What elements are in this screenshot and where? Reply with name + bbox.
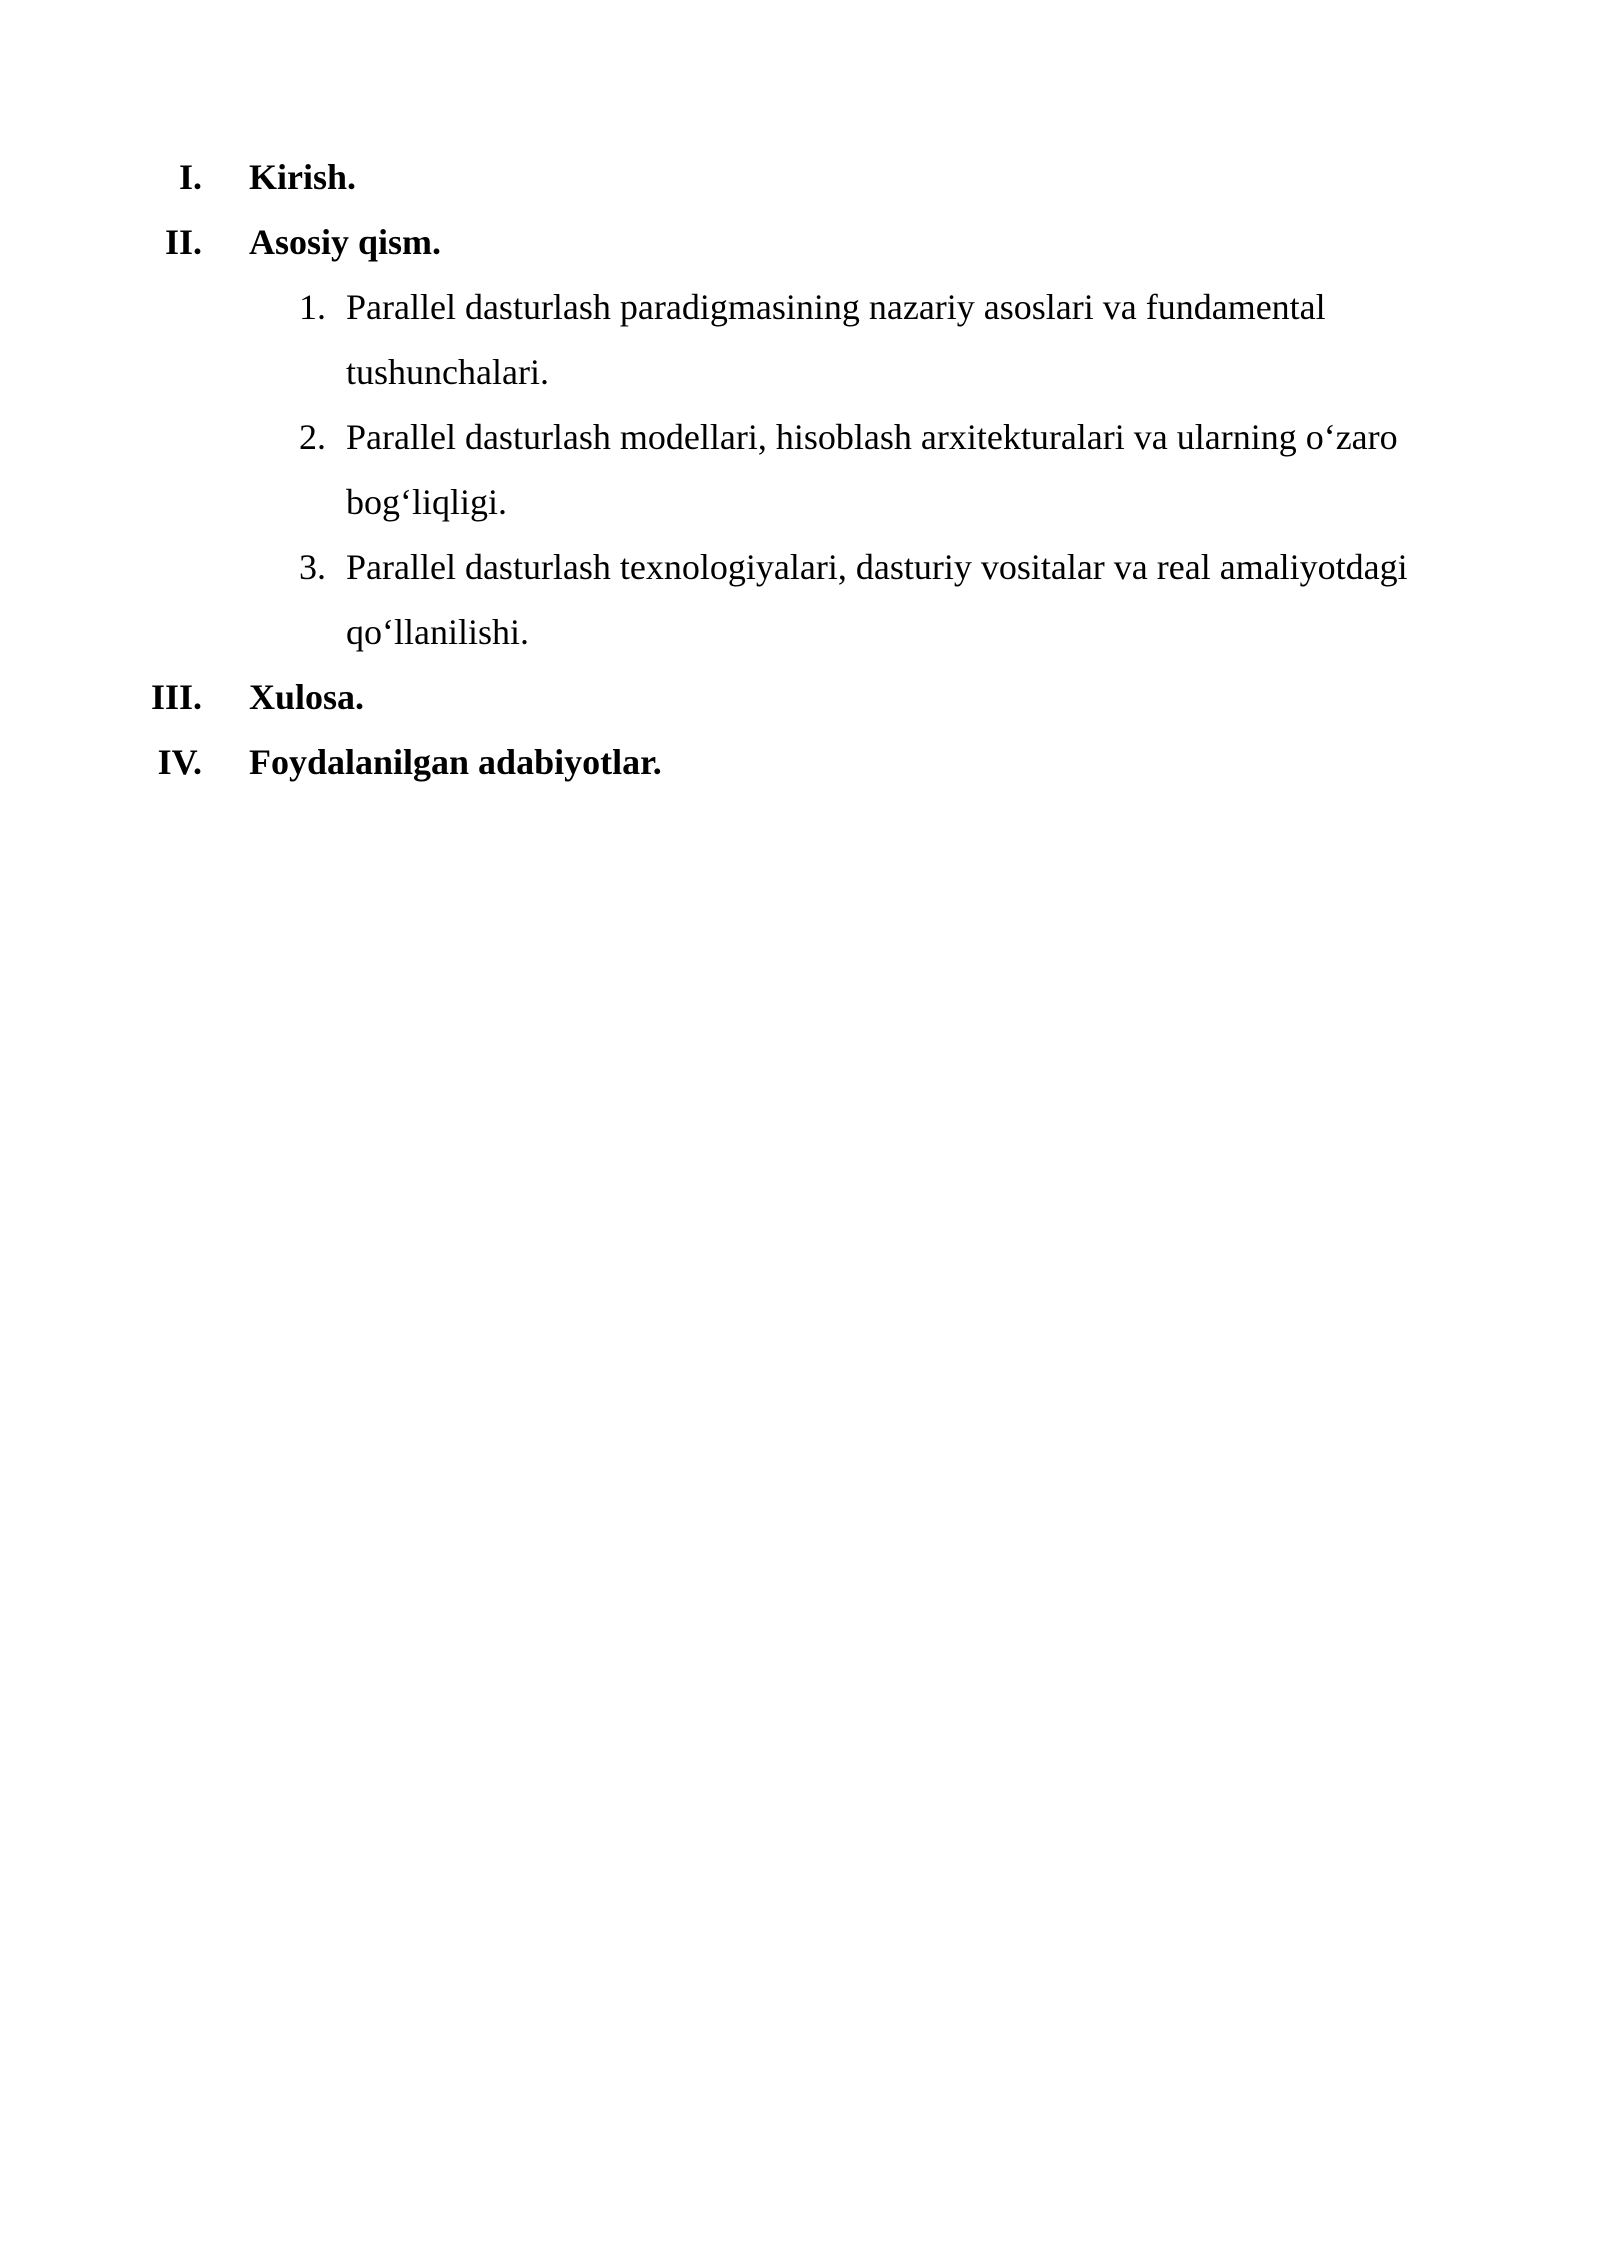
section-numeral: IV. [157,742,202,782]
toc-section-1 [0,145,1600,210]
subsection-text-line-2: tushunchalari. [346,352,549,392]
subsection-text-line-2: qo‘llanilishi. [346,612,529,652]
toc-section-3 [0,665,1600,730]
table-of-contents [0,145,1600,795]
toc-subsection-2 [0,405,1600,535]
section-title: Xulosa. [249,677,365,717]
section-numeral: I. [178,157,202,197]
toc-subsection-3 [0,535,1600,665]
toc-subsection-1 [0,275,1600,405]
subsection-number: 2. [299,417,326,457]
subsection-text-line-2: bog‘liqligi. [346,482,507,522]
section-title: Foydalanilgan adabiyotlar. [249,742,662,782]
subsection-number: 1. [299,287,326,327]
section-title: Kirish. [249,157,357,197]
subsection-number: 3. [299,547,326,587]
subsection-text-line-1: Parallel dasturlash paradigmasining nazariy asoslari va fundamental [346,287,1326,327]
section-numeral: III. [150,677,202,717]
section-numeral: II. [164,222,202,262]
section-title: Asosiy qism. [249,222,442,262]
toc-section-2 [0,210,1600,275]
subsection-text-line-1: Parallel dasturlash texnologiyalari, dasturiy vositalar va real amaliyotdagi [346,547,1408,587]
toc-section-4 [0,730,1600,795]
subsection-text-line-1: Parallel dasturlash modellari, hisoblash arxitekturalari va ularning o‘zaro [346,417,1398,457]
